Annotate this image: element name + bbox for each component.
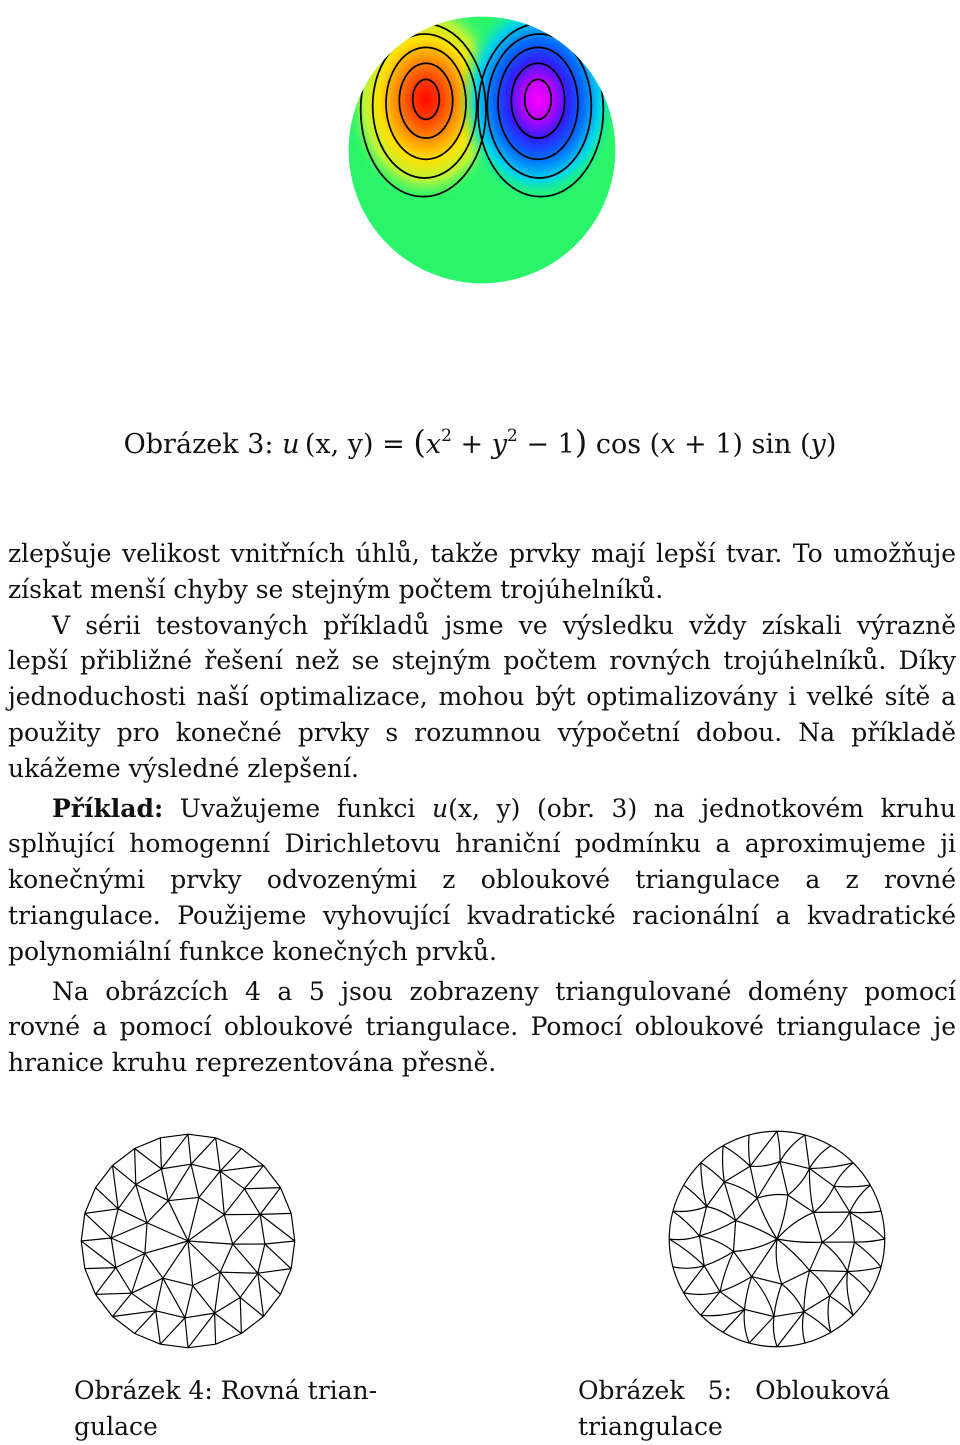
mesh-edge (749, 1135, 751, 1166)
mesh-edge (752, 1277, 782, 1284)
mesh-boundary-edge (669, 1211, 673, 1239)
mesh-boundary-edge (135, 1333, 161, 1344)
mesh-edge (220, 1165, 263, 1171)
paragraph: zlepšuje velikost vnitřních úhlů, takže prvky mají lepší tvar. To umožňuje získat menší chyby se stejným počtem trojúhelníků. (8, 536, 956, 608)
mesh-boundary-edge (112, 1317, 134, 1334)
mesh-boundary-edge (805, 1135, 831, 1146)
mesh-boundary-edge (241, 1317, 263, 1334)
mesh-edge (850, 1211, 881, 1213)
mesh-edge (244, 1188, 280, 1189)
mesh-boundary-edge (684, 1293, 701, 1315)
mesh-edge (96, 1188, 119, 1209)
mesh-edge (733, 1221, 735, 1252)
mesh-boundary-edge (291, 1213, 295, 1241)
mesh-edge (168, 1164, 191, 1201)
mesh-edge (244, 1189, 260, 1215)
mesh-edge (810, 1242, 823, 1270)
mesh-edge (701, 1309, 745, 1315)
mesh-edge (847, 1271, 853, 1315)
mesh-edge (723, 1146, 750, 1167)
mesh-edge (188, 1313, 215, 1348)
mesh-edge (136, 1169, 162, 1185)
figure3-caption: Obrázek 3: u (x, $y) = (x^2 + y^2 - 1)$ cos (x + 1) sin (y) (0, 425, 960, 465)
mesh-edge (684, 1266, 705, 1293)
mesh-boundary-edge (673, 1185, 684, 1211)
mesh-edge (673, 1207, 707, 1212)
mesh-edge (720, 1277, 752, 1292)
mesh-edge (85, 1268, 116, 1269)
mesh-edge (260, 1214, 265, 1244)
mesh-edge (160, 1138, 161, 1169)
mesh-boundary-edge (749, 1343, 777, 1347)
mesh-edge (780, 1161, 809, 1168)
mesh-edge (188, 1241, 193, 1286)
mesh-edge (750, 1161, 780, 1166)
mesh-boundary-edge (701, 1315, 723, 1332)
mesh-edge (135, 1149, 136, 1185)
mesh-edge (805, 1135, 810, 1169)
mesh-edge (834, 1185, 870, 1187)
mesh-boundary-edge (112, 1149, 134, 1166)
figure5-caption: Obrázek 5: Oblouková triangulace (578, 1373, 890, 1445)
mesh-boundary-edge (188, 1344, 216, 1348)
mesh-edge (240, 1273, 258, 1297)
mesh-edge (699, 1221, 735, 1236)
mesh-edge (185, 1313, 215, 1318)
mesh-edge (850, 1212, 885, 1239)
mesh-edge (810, 1270, 848, 1271)
mesh-edge (724, 1182, 735, 1221)
mesh-boundary-edge (264, 1294, 281, 1316)
contour-plot-figure (346, 14, 618, 286)
mesh-edge (156, 1311, 185, 1318)
mesh-edge (780, 1161, 788, 1195)
mesh-edge (847, 1267, 881, 1272)
mesh-edge (804, 1312, 831, 1333)
mesh-edge (81, 1238, 111, 1241)
mesh-edge (773, 1317, 777, 1347)
mesh-boundary-edge (749, 1131, 777, 1135)
mesh-edge (193, 1286, 215, 1314)
mesh-edge (136, 1185, 169, 1201)
mesh-edge (260, 1188, 280, 1215)
mesh-boundary-edge (881, 1211, 885, 1239)
mesh-edge (699, 1207, 706, 1236)
mesh-edge (188, 1241, 220, 1272)
mesh-edge (118, 1209, 147, 1223)
mesh-edge (260, 1214, 295, 1241)
mesh-boundary-edge (241, 1149, 263, 1166)
mesh-edge (193, 1272, 221, 1285)
mesh-edge (161, 1164, 191, 1169)
mesh-edge (782, 1270, 810, 1284)
mesh-edge (199, 1171, 220, 1197)
mesh-edge (258, 1269, 291, 1274)
mesh-edge (85, 1213, 111, 1238)
mesh-edge (224, 1215, 232, 1244)
mesh-edge (132, 1293, 156, 1311)
mesh-edge (850, 1212, 855, 1242)
mesh-edge (752, 1277, 774, 1317)
mesh-edge (145, 1223, 147, 1254)
mesh-edge (830, 1271, 848, 1295)
mesh-edge (224, 1189, 244, 1215)
mesh-boundary-edge (81, 1213, 85, 1241)
mesh-edge (156, 1311, 161, 1344)
mesh-boundary-edge (85, 1188, 96, 1214)
mesh-boundary-edge (216, 1333, 242, 1344)
mesh-edge (160, 1318, 185, 1344)
mesh-boundary-edge (669, 1239, 673, 1267)
mesh-edge (215, 1297, 241, 1313)
mesh-edge (669, 1239, 704, 1266)
mesh-edge (757, 1194, 788, 1198)
mesh-edge (85, 1209, 118, 1214)
mesh-edge (788, 1195, 814, 1212)
mesh-boundary-edge (291, 1241, 295, 1269)
mesh-edge (847, 1271, 870, 1292)
mesh-edge (780, 1135, 805, 1162)
mesh-edge (684, 1292, 720, 1295)
mesh-edge (163, 1278, 185, 1318)
mesh-edge (220, 1149, 241, 1172)
mesh-edge (745, 1309, 774, 1316)
straight-triangulation-figure (78, 1130, 298, 1352)
mesh-edge (782, 1284, 804, 1312)
mesh-edge (802, 1312, 804, 1343)
mesh-edge (701, 1163, 707, 1207)
mesh-edge (673, 1266, 704, 1268)
mesh-edge (834, 1186, 850, 1212)
example-label: Příklad: (52, 794, 163, 823)
mesh-edge (809, 1146, 830, 1169)
mesh-edge (733, 1251, 751, 1276)
mesh-edge (240, 1297, 263, 1316)
mesh-edge (777, 1239, 822, 1242)
mesh-edge (96, 1268, 116, 1295)
paragraph: Na obrázcích 4 a 5 jsou zobrazeny triangulované domény pomocí rovné a pomocí obloukové triangulace. Pomocí obloukové triangulace je hranice kruhu reprezentována přesně. (8, 974, 956, 1081)
mesh-edge (749, 1317, 774, 1344)
mesh-edge (81, 1241, 116, 1268)
mesh-edge (750, 1131, 777, 1166)
mesh-boundary-edge (831, 1146, 853, 1163)
mesh-boundary-edge (777, 1131, 805, 1135)
mesh-edge (244, 1165, 263, 1188)
mesh-edge (240, 1297, 241, 1333)
mesh-edge (724, 1166, 750, 1182)
mesh-edge (777, 1312, 804, 1347)
mesh-edge (701, 1292, 720, 1316)
mesh-edge (163, 1278, 193, 1285)
mesh-edge (704, 1266, 720, 1292)
mesh-boundary-edge (684, 1163, 701, 1185)
paragraph: V sérii testovaných příkladů jsme ve výsledku vždy získali výrazně lepší přibližné řešení než se stejným počtem rovných trojúhelníků. Díky jednoduchosti naší optimalizace, mohou být optimalizovány i velké sítě a použity pro konečné prvky s rozumnou výpočetní dobou. Na příkladě ukážeme výsledné zlepšení. (8, 608, 956, 787)
mesh-edge (809, 1169, 813, 1213)
mesh-boundary-edge (280, 1188, 291, 1214)
mesh-edge (814, 1186, 834, 1212)
mesh-edge (774, 1312, 804, 1317)
mesh-edge (135, 1311, 156, 1334)
mesh-boundary-edge (216, 1138, 242, 1149)
mesh-edge (116, 1268, 132, 1294)
mesh-edge (168, 1197, 199, 1200)
mesh-edge (850, 1185, 871, 1212)
mesh-edge (168, 1201, 188, 1241)
mesh-edge (744, 1309, 749, 1343)
mesh-edge (112, 1311, 155, 1317)
mesh-edge (147, 1201, 168, 1223)
mesh-edge (215, 1272, 221, 1313)
mesh-edge (220, 1171, 244, 1189)
mesh-edge (736, 1198, 758, 1220)
mesh-edge (699, 1236, 733, 1252)
mesh-edge (757, 1161, 780, 1198)
mesh-edge (188, 1241, 233, 1244)
mesh-edge (136, 1185, 147, 1223)
mesh-edge (199, 1197, 224, 1214)
mesh-edge (185, 1286, 193, 1318)
mesh-edge (777, 1212, 814, 1239)
mesh-edge (188, 1134, 191, 1164)
mesh-edge (191, 1164, 199, 1197)
mesh-edge (260, 1213, 291, 1214)
mesh-boundary-edge (853, 1163, 870, 1185)
mesh-boundary-edge (160, 1134, 188, 1138)
mesh-edge (161, 1169, 168, 1201)
mesh-edge (215, 1313, 216, 1344)
mesh-edge (191, 1138, 216, 1164)
mesh-edge (788, 1169, 810, 1196)
figure4-caption: Obrázek 4: Rovná trian- gulace (74, 1373, 394, 1445)
mesh-boundary-edge (96, 1294, 113, 1316)
mesh-edge (118, 1185, 136, 1209)
mesh-boundary-edge (881, 1239, 885, 1267)
mesh-edge (809, 1169, 833, 1187)
mesh-boundary-edge (805, 1332, 831, 1343)
mesh-boundary-edge (723, 1332, 749, 1343)
mesh-edge (111, 1238, 116, 1268)
mesh-edge (161, 1134, 188, 1169)
mesh-edge (707, 1182, 725, 1206)
mesh-edge (220, 1272, 258, 1273)
mesh-edge (855, 1239, 885, 1242)
mesh-edge (265, 1241, 295, 1244)
mesh-edge (135, 1149, 162, 1169)
mesh-edge (233, 1244, 258, 1273)
mesh-edge (673, 1211, 700, 1236)
mesh-edge (745, 1277, 752, 1310)
mesh-edge (111, 1223, 147, 1238)
mesh-boundary-edge (701, 1146, 723, 1163)
mesh-edge (185, 1318, 188, 1348)
example-paragraph: Příklad: Uvažujeme funkci u(x, y) (obr. 3) na jednotkovém kruhu splňující homogenní Dirichletovu hraniční podmínku a aproximujeme ji konečnými prvky odvozenými z obloukové triangulace a z rovné triangulace. Použijeme vyhovující kvadratické racionální a kvadratické polynomiální funkce konečných prvků. (8, 791, 956, 970)
mesh-edge (704, 1251, 733, 1265)
mesh-boundary-edge (777, 1343, 805, 1347)
body-text (8, 536, 956, 1081)
mesh-edge (233, 1214, 260, 1244)
mesh-edge (701, 1163, 725, 1182)
mesh-edge (777, 1239, 810, 1270)
mesh-edge (112, 1165, 135, 1184)
mesh-edge (855, 1242, 882, 1267)
mesh-edge (220, 1272, 240, 1297)
mesh-edge (156, 1278, 163, 1311)
mesh-edge (724, 1182, 757, 1198)
mesh-edge (111, 1238, 145, 1253)
mesh-edge (707, 1207, 736, 1221)
mesh-edge (847, 1242, 854, 1271)
mesh-boundary-edge (870, 1185, 881, 1211)
mesh-edge (258, 1273, 281, 1294)
mesh-boundary-edge (831, 1315, 853, 1332)
mesh-edge (145, 1253, 163, 1278)
mesh-edge (220, 1171, 224, 1214)
mesh-edge (669, 1236, 699, 1240)
mesh-boundary-edge (160, 1344, 188, 1348)
mesh-edge (804, 1296, 830, 1312)
mesh-edge (723, 1146, 725, 1182)
mesh-edge (258, 1273, 264, 1316)
mesh-edge (777, 1131, 780, 1161)
mesh-boundary-edge (264, 1165, 281, 1187)
mesh-boundary-edge (280, 1269, 291, 1295)
mesh-edge (822, 1242, 847, 1271)
mesh-edge (111, 1209, 118, 1238)
mesh-edge (822, 1212, 850, 1242)
mesh-edge (112, 1293, 131, 1316)
mesh-boundary-edge (81, 1241, 85, 1269)
mesh-edge (814, 1212, 823, 1242)
mesh-edge (810, 1270, 830, 1296)
mesh-edge (828, 1296, 831, 1332)
mesh-edge (220, 1244, 232, 1272)
mesh-boundary-edge (673, 1267, 684, 1293)
mesh-edge (112, 1165, 118, 1208)
mesh-edge (216, 1138, 221, 1171)
mesh-edge (720, 1292, 744, 1310)
mesh-edge (191, 1164, 220, 1171)
mesh-boundary-edge (135, 1138, 161, 1149)
mesh-edge (96, 1293, 132, 1294)
mesh-boundary-edge (188, 1134, 216, 1138)
mesh-edge (215, 1313, 242, 1333)
mesh-edge (776, 1239, 782, 1284)
mesh-edge (258, 1244, 265, 1273)
mesh-boundary-edge (870, 1267, 881, 1293)
mesh-edge (774, 1284, 782, 1317)
mesh-boundary-edge (853, 1293, 870, 1315)
mesh-boundary-edge (723, 1135, 749, 1146)
mesh-edge (147, 1223, 188, 1241)
mesh-boundary-edge (96, 1165, 113, 1187)
mesh-boundary-edge (85, 1269, 96, 1295)
curved-triangulation-figure (666, 1126, 888, 1352)
mesh-edge (804, 1270, 810, 1311)
mesh-edge (265, 1244, 291, 1269)
